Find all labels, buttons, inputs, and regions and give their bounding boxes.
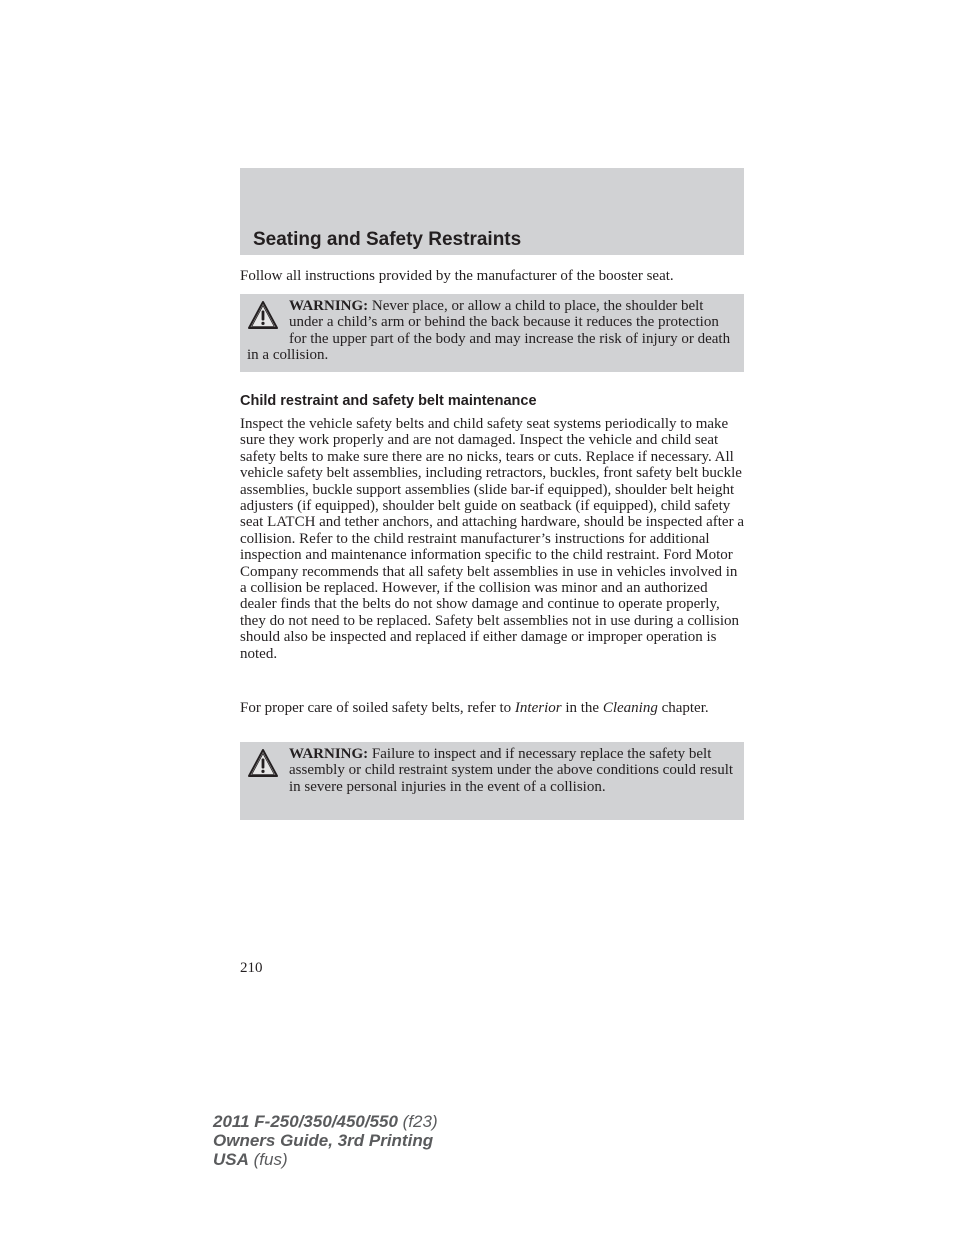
cleaning-chapter-reference: Cleaning bbox=[602, 700, 658, 716]
warning-label: WARNING: bbox=[289, 746, 369, 762]
footer-line-model bbox=[213, 1112, 438, 1131]
section-header-band bbox=[240, 168, 744, 255]
intro-paragraph: Follow all instructions provided by the manufacturer of the booster seat. bbox=[240, 268, 674, 284]
warning-triangle-icon bbox=[247, 300, 279, 332]
interior-reference: Interior bbox=[514, 700, 562, 716]
warning-box-shoulder-belt bbox=[240, 294, 744, 372]
page-number: 210 bbox=[240, 960, 263, 976]
document-footer bbox=[213, 1112, 438, 1169]
footer-region-code: (fus) bbox=[248, 1150, 288, 1169]
warning-box-inspection bbox=[240, 742, 744, 820]
warning-label: WARNING: bbox=[289, 298, 369, 314]
footer-line-guide: Owners Guide, 3rd Printing bbox=[213, 1131, 434, 1150]
warning-body: Never place, or allow a child to place, the shoulder belt under a child’s arm or behind the back because it reduces the protection for the upper part of the body and may increase the risk of injury or death in a collision. bbox=[247, 298, 731, 363]
section-title: Seating and Safety Restraints bbox=[253, 229, 522, 250]
footer-model: 2011 F-250/350/450/550 bbox=[213, 1112, 398, 1131]
warning-text bbox=[247, 298, 737, 363]
maintenance-paragraph: Inspect the vehicle safety belts and child safety seat systems periodically to make sure they work properly and are not damaged. Inspect the vehicle and child seat safety belts to make sure there are no nicks, tears or cuts. Replace if necessary. All vehicle safety belt assemblies, including retractors, buckles, front safety belt buckle assemblies, buckle support assemblies (slide bar-if equipped), shoulder belt height adjusters (if equipped), shoulder belt guide on seatback (if equipped), child safety seat LATCH and tether anchors, and attaching hardware, should be inspected after a collision. Refer to the child restraint manufacturer’s instructions for additional inspection and maintenance information specific to the child restraint. Ford Motor Company recommends that all safety belt assemblies in use in vehicles involved in a collision be replaced. However, if the collision was minor and an authorized dealer finds that the belts do not show damage and continue to operate properly, they do not need to be replaced. Safety belt assemblies not in use during a collision should also be inspected and replaced if either damage or improper operation is noted. bbox=[240, 416, 744, 662]
footer-model-code: (f23) bbox=[397, 1112, 438, 1131]
care-paragraph bbox=[240, 700, 744, 716]
footer-line-region bbox=[213, 1150, 438, 1169]
subheading-maintenance: Child restraint and safety belt maintenance bbox=[240, 393, 537, 409]
footer-region: USA bbox=[213, 1150, 249, 1169]
warning-body: Failure to inspect and if necessary replace the safety belt assembly or child restraint system under the above conditions could result in severe personal injuries in the event of a collision. bbox=[289, 746, 734, 795]
care-text-suffix: chapter. bbox=[657, 700, 709, 716]
care-text-prefix: For proper care of soiled safety belts, refer to bbox=[240, 700, 515, 716]
care-text-middle: in the bbox=[561, 700, 603, 716]
warning-triangle-icon bbox=[247, 748, 279, 780]
warning-text bbox=[247, 746, 737, 795]
